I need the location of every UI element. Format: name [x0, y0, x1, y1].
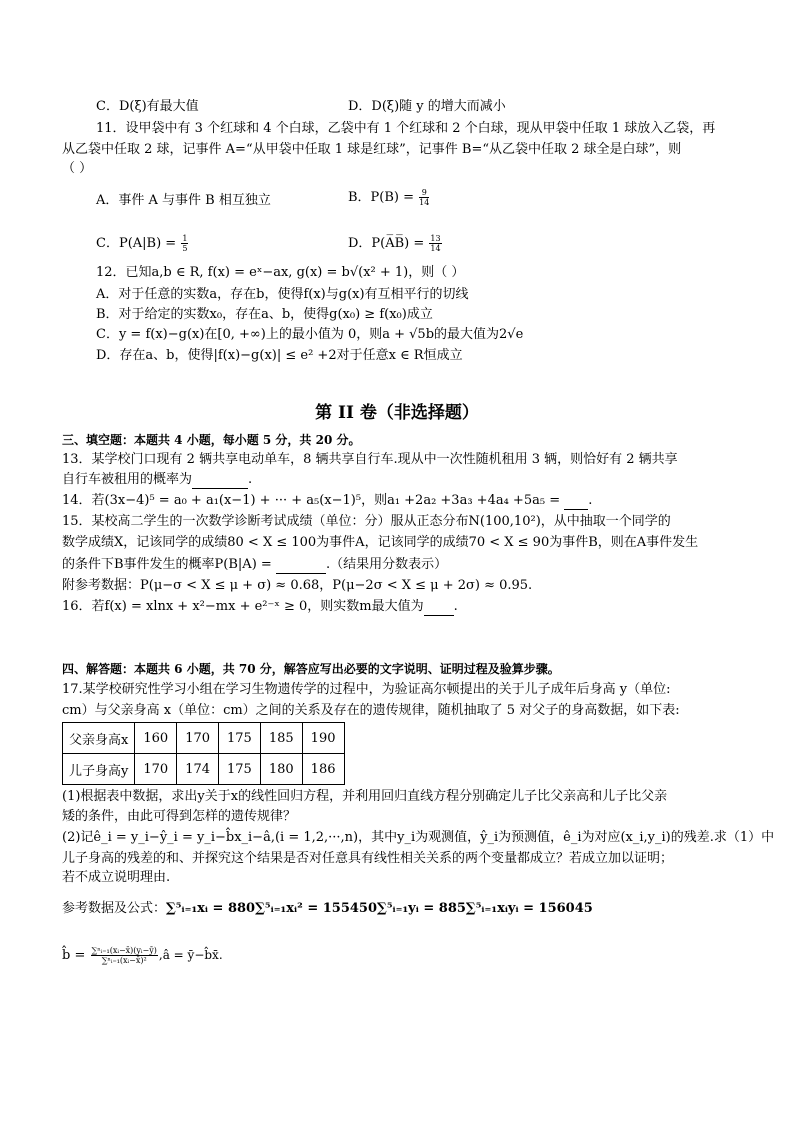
- q10-option-c: C．D(ξ)有最大值: [96, 99, 199, 114]
- fraction-denominator: 5: [182, 244, 188, 253]
- q10-option-d: D．D(ξ)随 y 的增大而减小: [348, 99, 506, 114]
- q11-option-d-fraction: [429, 234, 441, 253]
- fraction-numerator: ∑ⁿᵢ₌₁(xᵢ−x̄)(yᵢ−ȳ): [91, 946, 157, 955]
- q11-option-c-fraction: [181, 234, 188, 253]
- q11-option-c-label: C．P(A|B) =: [96, 236, 181, 251]
- reference-formula: ∑⁵ᵢ₌₁xᵢ = 880∑⁵ᵢ₌₁xᵢ² = 155450∑⁵ᵢ₌₁yᵢ = 885∑⁵ᵢ₌₁xᵢyᵢ = 156045: [166, 901, 593, 916]
- height-table: [62, 722, 345, 785]
- q16-text: 16．若f(x) = xlnx + x²−mx + e²⁻ˣ ≥ 0，则实数m最大值为: [62, 599, 424, 614]
- table-cell: 180: [260, 754, 302, 785]
- q11-option-c: [96, 234, 189, 253]
- table-cell: 186: [302, 754, 344, 785]
- bhat-fraction: [91, 946, 158, 965]
- reference-data: [62, 900, 593, 918]
- table-cell: 170: [135, 754, 177, 785]
- fraction-numerator: 9: [419, 188, 429, 198]
- table-row-label: 父亲身高x: [63, 723, 135, 754]
- fraction-denominator: 14: [419, 198, 430, 207]
- table-row-label: 儿子身高y: [63, 754, 135, 785]
- q15-line1: 15．某校高二学生的一次数学诊断考试成绩（单位：分）服从正态分布N(100,10²)，从中抽取一个同学的: [62, 514, 671, 529]
- q11-option-b-label: B．P(B) =: [348, 190, 419, 205]
- table-row: [63, 754, 345, 785]
- q16: [62, 598, 458, 616]
- q15-line2: 数学成绩X，记该同学的成绩80 < X ≤ 100为事件A，记该同学的成绩70 < X ≤ 90为事件B，则在A事件发生: [62, 535, 699, 550]
- q15-line3-note: .（结果用分数表示）: [325, 557, 448, 572]
- q17-part2-line3: 若不成立说明理由.: [62, 870, 171, 885]
- q17-part1-line2: 矮的条件，由此可得到怎样的遗传规律？: [62, 809, 297, 824]
- table-cell: 174: [177, 754, 219, 785]
- bhat-lhs: b̂ =: [62, 948, 86, 963]
- answer-blank: [424, 601, 454, 616]
- q15-line3-text: 的条件下B事件发生的概率P(B|A) =: [62, 557, 272, 572]
- ahat-formula: ,â = ȳ−b̂x̄.: [158, 948, 223, 962]
- period: .: [453, 599, 458, 614]
- section4-header: 四、解答题：本题共 6 小题，共 70 分，解答应写出必要的文字说明、证明过程及验算步骤。: [62, 662, 560, 676]
- period: .: [588, 493, 593, 508]
- q11-option-b: [348, 188, 430, 207]
- answer-blank: [276, 559, 326, 574]
- fraction-numerator: 1: [182, 234, 188, 243]
- reference-label: 参考数据及公式：: [62, 901, 167, 916]
- fraction-denominator: ∑ⁿᵢ₌₁(xᵢ−x̄)²: [101, 956, 147, 965]
- q17-line2: cm）与父亲身高 x（单位：cm）之间的关系及存在的遗传规律，随机抽取了 5 对父子的身高数据，如下表:: [62, 703, 680, 718]
- q11-stem-line2: 从乙袋中任取 2 球，记事件 A=“从甲袋中任取 1 球是红球”，记事件 B=“从乙袋中任取 2 球全是白球”，则: [62, 142, 682, 157]
- table-row: [63, 723, 345, 754]
- table-cell: 190: [302, 723, 344, 754]
- q12-option-b: B．对于给定的实数x₀，存在a、b，使得g(x₀) ≥ f(x₀)成立: [96, 307, 433, 322]
- q11-option-a: A．事件 A 与事件 B 相互独立: [96, 193, 271, 208]
- q14-text: 14．若(3x−4)⁵ = a₀ + a₁(x−1) + ··· + a₅(x−1)⁵，则a₁ +2a₂ +3a₃ +4a₄ +5a₅ =: [62, 493, 561, 508]
- q17-line1: 17.某学校研究性学习小组在学习生物遗传学的过程中，为验证高尔顿提出的关于儿子成年后身高 y（单位:: [62, 682, 671, 697]
- q12-option-d: D．存在a、b，使得|f(x)−g(x)| ≤ e² +2对于任意x ∈ R恒成立: [96, 348, 463, 363]
- q17-part2-line2: 儿子身高的残差的和、并探究这个结果是否对任意具有线性相关关系的两个变量都成立？若成立加以证明；: [62, 851, 674, 866]
- answer-blank: [564, 495, 588, 510]
- table-cell: 170: [177, 723, 219, 754]
- fraction-numerator: 13: [430, 234, 441, 243]
- q11-option-d-label: D．P(A̅B̅) =: [348, 236, 429, 251]
- q13-line2-text: 自行车被租用的概率为: [62, 472, 193, 487]
- q13-line1: 13．某学校门口现有 2 辆共享电动单车，8 辆共享自行车.现从中一次性随机租用 3 辆，则恰好有 2 辆共享: [62, 452, 678, 467]
- q12-option-a: A．对于任意的实数a，存在b，使得f(x)与g(x)有互相平行的切线: [96, 287, 469, 302]
- table-cell: 175: [219, 723, 261, 754]
- q13-line2: [62, 471, 252, 489]
- q15-line3: [62, 556, 447, 574]
- period: .: [248, 472, 253, 487]
- q11-stem-line1: 11．设甲袋中有 3 个红球和 4 个白球，乙袋中有 1 个红球和 2 个白球，现从甲袋中任取 1 球放入乙袋，再: [96, 121, 716, 136]
- section3-header: 三、填空题：本题共 4 小题，每小题 5 分，共 20 分。: [62, 433, 361, 447]
- q15-reference: 附参考数据：P(μ−σ < X ≤ μ + σ) ≈ 0.68，P(μ−2σ < X ≤ μ + 2σ) ≈ 0.95.: [62, 578, 533, 593]
- q14: [62, 492, 592, 510]
- part2-title: 第 II 卷（非选择题）: [315, 403, 479, 423]
- table-cell: 175: [219, 754, 261, 785]
- q17-part2-line1: (2)记ê_i = y_i−ŷ_i = y_i−b̂x_i−â,(i = 1,2,···,n)，其中y_i为观测值，ŷ_i为预测值，ê_i为对应(x_i,y_i)的残差.求（1）中: [62, 830, 775, 845]
- q11-option-d: [348, 234, 443, 253]
- q11-stem-line3: （ ）: [62, 161, 93, 176]
- q12-stem: 12．已知a,b ∈ R, f(x) = eˣ−ax, g(x) = b√(x² + 1)，则（ ）: [96, 265, 465, 280]
- q11-option-b-fraction: [419, 188, 429, 207]
- bhat-formula: [62, 946, 223, 965]
- table-cell: 185: [260, 723, 302, 754]
- answer-blank: [192, 474, 248, 489]
- table-cell: 160: [135, 723, 177, 754]
- q17-part1-line1: (1)根据表中数据，求出y关于x的线性回归方程，并利用回归直线方程分别确定儿子比父亲高和儿子比父亲: [62, 789, 668, 804]
- q12-option-c: C．y = f(x)−g(x)在[0, +∞)上的最小值为 0，则a + √5b的最大值为2√e: [96, 327, 524, 342]
- fraction-denominator: 14: [430, 244, 441, 253]
